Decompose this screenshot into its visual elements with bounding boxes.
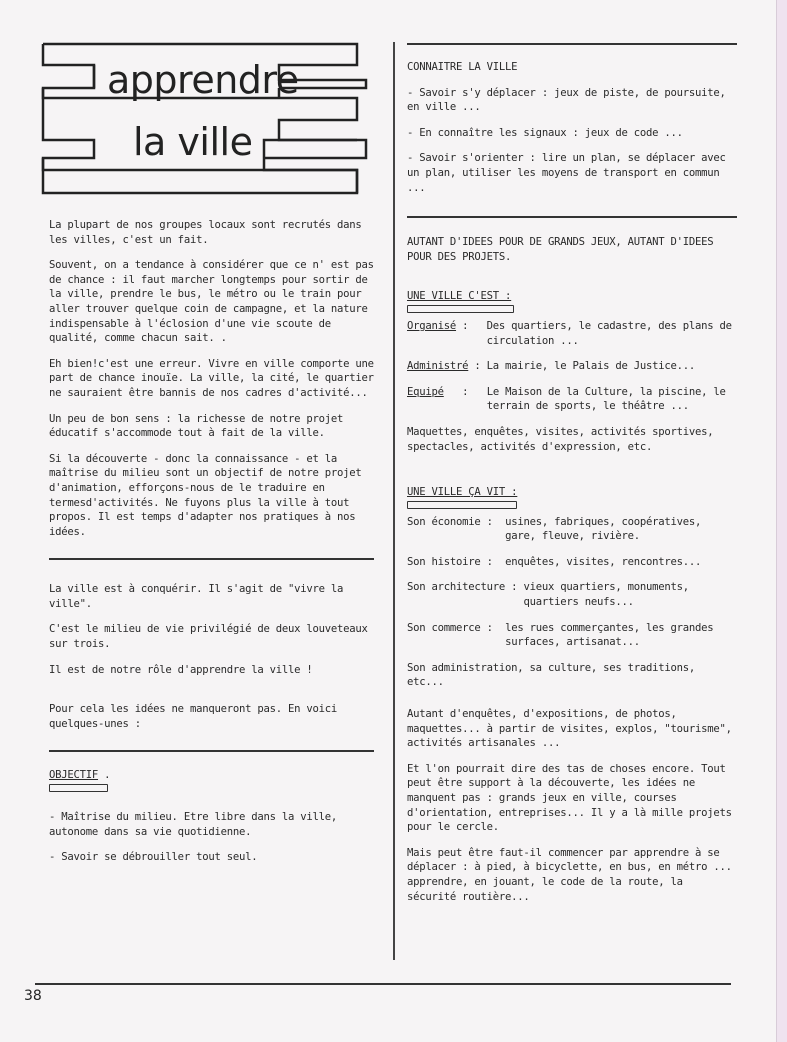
definition-term: Son commerce : (407, 621, 506, 634)
paragraph: Si la découverte - donc la connaissance - et la maîtrise du milieu sont un objectif de notre projet d'animation, efforçons-nous de le traduire en termesd'activités. Ne fuyons plus la ville à tout propos. Il est temps d'adapter nos pratiques à nos idées. (49, 452, 362, 538)
connaitre-item: - En connaître les signaux : jeux de code ... (407, 126, 683, 139)
definition-term: Administré (407, 360, 469, 373)
page-edge (776, 0, 787, 1042)
definition-term: Son économie : (407, 515, 506, 528)
definition-value: Le Maison de la Culture, la piscine, le terrain de sports, le théâtre ... (486, 385, 726, 413)
objectif-heading-suffix: . (98, 769, 111, 782)
definition-row (407, 621, 737, 650)
left-column (49, 40, 374, 876)
definition-row (407, 359, 737, 374)
objectif-item: - Savoir se débrouiller tout seul. (49, 851, 258, 864)
paragraph: Il est de notre rôle d'apprendre la ville ! (49, 663, 313, 676)
paragraph: Eh bien!c'est une erreur. Vivre en ville comporte une part de chance inouïe. La ville, la cité, le quartier ne sauraient être bannis de nos cadres d'activité... (49, 357, 374, 399)
definition-term: Son histoire : (407, 555, 506, 568)
paragraph: C'est le milieu de vie privilégié de deux louveteaux sur trois. (49, 623, 368, 651)
connaitre-item: - Savoir s'orienter : lire un plan, se déplacer avec un plan, utiliser les moyens de transport en commun ... (407, 152, 726, 194)
autant-idees-heading: AUTANT D'IDEES POUR DE GRANDS JEUX, AUTANT D'IDEES POUR DES PROJETS. (407, 236, 714, 263)
une-ville-ca-vit-heading: UNE VILLE ÇA VIT : (407, 486, 518, 499)
column-divider (393, 42, 395, 960)
paragraph: La ville est à conquérir. Il s'agit de "vivre la ville". (49, 583, 344, 610)
definition-term: Equipé (407, 385, 444, 398)
footer-rule (35, 983, 731, 985)
definition-term: Organisé (407, 319, 457, 332)
connaitre-item: - Savoir s'y déplacer : jeux de piste, de poursuite, en ville ... (407, 86, 726, 114)
objectif-heading: OBJECTIF (49, 769, 99, 782)
paragraph: Souvent, on a tendance à considérer que ce n' est pas de chance : il faut marcher longtemps pour sortir de la ville, prendre le bus, le métro ou le train pour aller trouver quelque coin de campagne, et la nature indispensable à l'éclosion d'une vie scoute de qualité, comme chacun sait. . (49, 259, 374, 345)
definition-row (407, 515, 737, 544)
definition-separator: : (456, 319, 487, 332)
heading-underline-bar (407, 501, 517, 509)
paragraph: Un peu de bon sens : la richesse de notre projet éducatif s'accommode tout à fait de la ville. (49, 412, 344, 440)
paragraph: Pour cela les idées ne manqueront pas. En voici quelques-unes : (49, 703, 338, 730)
definition-row (407, 319, 737, 348)
title-line-1: apprendre (107, 58, 299, 102)
title-line-2: la ville (133, 120, 253, 164)
paragraph: Et l'on pourrait dire des tas de choses encore. Tout peut être support à la découverte, les idées ne manquent pas : grands jeux en ville, courses d'orientation, entreprises... Il y a là mille projets pour le cercle. (407, 762, 732, 834)
definition-value: vieux quartiers, monuments, quartiers neufs... (523, 581, 689, 609)
definition-separator: : (443, 385, 487, 398)
definition-value: usines, fabriques, coopératives, gare, fleuve, rivière. (505, 515, 702, 543)
paragraph: Maquettes, enquêtes, visites, activités sportives, spectacles, activités d'expression, etc. (407, 425, 714, 453)
definition-separator: : (468, 360, 487, 373)
definition-value: Des quartiers, le cadastre, des plans de circulation ... (486, 319, 732, 347)
page-number: 38 (24, 988, 42, 1004)
right-column (407, 40, 737, 915)
heading-underline-bar (49, 784, 108, 792)
paragraph: La plupart de nos groupes locaux sont recrutés dans les villes, c'est un fait. (49, 219, 362, 246)
definition-row (407, 580, 737, 609)
definition-term: Son architecture : (407, 581, 524, 594)
connaitre-heading: CONNAITRE LA VILLE (407, 61, 518, 73)
heading-underline-bar (407, 305, 514, 313)
objectif-heading-row (49, 768, 374, 783)
definition-value: La mairie, le Palais de Justice... (486, 360, 696, 373)
definition-value: les rues commerçantes, les grandes surfaces, artisanat... (505, 621, 714, 649)
title-banner (39, 40, 372, 196)
definition-value: enquêtes, visites, rencontres... (505, 555, 702, 568)
paragraph: Son administration, sa culture, ses traditions, etc... (407, 661, 696, 689)
paragraph: Autant d'enquêtes, d'expositions, de photos, maquettes... à partir de visites, explos, "tourisme", activités artisanales ... (407, 708, 732, 750)
objectif-item: - Maîtrise du milieu. Etre libre dans la ville, autonome dans sa vie quotidienne. (49, 811, 338, 838)
paragraph: Mais peut être faut-il commencer par apprendre à se déplacer : à pied, à bicyclette, en bus, en métro ... apprendre, en jouant, le code de la route, la sécurité routière... (407, 846, 732, 903)
une-ville-cest-heading: UNE VILLE C'EST : (407, 290, 512, 303)
definition-row (407, 555, 737, 570)
definition-row (407, 385, 737, 414)
